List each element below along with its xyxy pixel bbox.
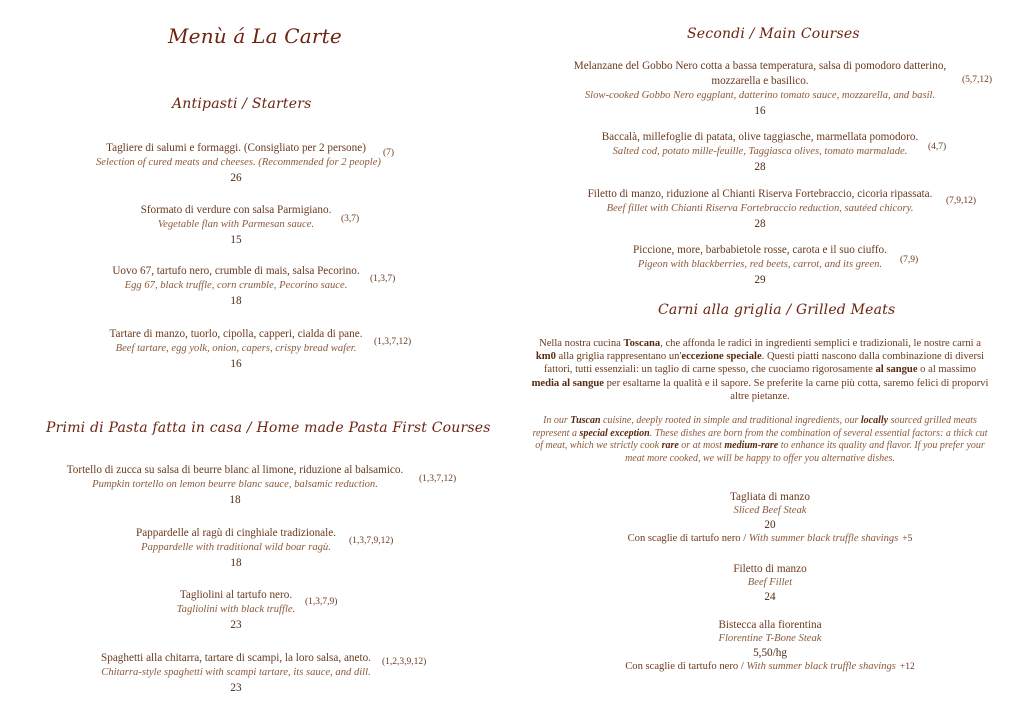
grill-item (562, 490, 978, 546)
pasta-item (86, 651, 386, 696)
main-item (542, 59, 978, 119)
dish-name: Filetto di manzo (733, 563, 807, 575)
dish-price: 28 (754, 161, 766, 173)
dish-price: 18 (230, 295, 242, 307)
grill-intro-italian: Nella nostra cucina Toscana, che affonda le radici in ingredienti semplici e tradizionali, le nostre carni a km0 alla griglia rappresentano un'eccezione speciale. Questi piatti nascono dalla combinazione di diversi fattori, tutti essenziali: un taglio di carne spesso, che cuociamo rigorosamente al sangue o al massimo media al sangue per esaltarne la qualità e il sapore. Se preferite la carne più cotta, saremo felici di proporvi altre pietanze. (531, 338, 989, 402)
dish-translation: Tagliolini with black truffle. (176, 604, 296, 615)
left-column (0, 0, 491, 724)
dish-price: 18 (229, 494, 241, 506)
dish-name: Filetto di manzo, riduzione al Chianti Riserva Fortebraccio, cicoria ripassata. (587, 188, 933, 200)
dish-price: 24 (764, 591, 776, 603)
pasta-title: Primi di Pasta fatta in casa / Home made Pasta First Courses (46, 420, 491, 436)
allergens: (7) (383, 148, 395, 158)
dish-name: Melanzane del Gobbo Nero cotta a bassa temperatura, salsa di pomodoro datterino, (573, 60, 947, 72)
dish-translation: Slow-cooked Gobbo Nero eggplant, datterino tomato sauce, mozzarella, and basil. (584, 90, 936, 101)
dish-translation: Beef fillet with Chianti Riserva Fortebraccio reduction, sautéed chicory. (606, 203, 914, 214)
allergens: (7,9,12) (946, 196, 977, 206)
dish-translation: Pumpkin tortello on lemon beurre blanc sauce, balsamic reduction. (92, 479, 378, 490)
dish-name: Baccalà, millefoglie di patata, olive taggiasche, marmellata pomodoro. (601, 131, 919, 143)
dish-translation: Chitarra-style spaghetti with scampi tartare, its sauce, and dill. (101, 667, 371, 678)
allergens: (1,3,7,9,12) (349, 536, 394, 546)
starter-item (96, 203, 376, 248)
dish-price: 16 (754, 105, 766, 117)
allergens: (1,3,7,12) (419, 474, 457, 484)
dish-name: Tartare di manzo, tuorlo, cipolla, capperi, cialda di pane. (109, 328, 363, 340)
grill-intro-english: In our Tuscan cuisine, deeply rooted in simple and traditional ingredients, our locally sourced grilled meats represent a special exception. These dishes are born from the combination of several essential factors: a thick cut of meat, which we strictly cook rare or at most medium-rare to enhance its quality and flavor. If you prefer your meat more cooked, we will be happy to offer you alternative dishes. (532, 415, 988, 464)
dish-translation: Pappardelle with traditional wild boar ragù. (141, 542, 331, 553)
extra-price: +5 (902, 534, 913, 544)
starter-item (96, 264, 376, 309)
starter-item (96, 327, 376, 372)
starter-item (96, 141, 381, 186)
dish-translation: Salted cod, potato mille-feuille, Taggiasca olives, tomato marmalade. (612, 146, 908, 157)
grill-title: Carni alla griglia / Grilled Meats (658, 302, 896, 318)
dish-name: Spaghetti alla chitarra, tartare di scampi, la loro salsa, aneto. (101, 652, 371, 664)
dish-name: Uovo 67, tartufo nero, crumble di mais, salsa Pecorino. (112, 265, 360, 277)
allergens: (1,2,3,9,12) (382, 657, 427, 667)
dish-name: Tagliolini al tartufo nero. (179, 589, 293, 601)
dish-price: 15 (230, 234, 242, 246)
dish-translation: Florentine T-Bone Steak (718, 633, 822, 644)
main-item (562, 187, 958, 232)
allergens: (3,7) (341, 214, 360, 224)
pasta-item (96, 588, 376, 633)
dish-price: 20 (764, 519, 776, 531)
pasta-item (96, 526, 376, 571)
dish-translation: Sliced Beef Steak (733, 505, 807, 516)
menu-title: Menù á La Carte (168, 24, 342, 48)
dish-price: 23 (230, 619, 242, 631)
dish-price: 26 (230, 172, 242, 184)
starters-title: Antipasti / Starters (172, 96, 312, 112)
dish-name-continued: mozzarella e basilico. (711, 75, 809, 87)
dish-name: Tagliere di salumi e formaggi. (Consigliato per 2 persone) (106, 142, 366, 154)
dish-translation: Beef Fillet (747, 577, 793, 588)
dish-price: 5,50/hg (753, 647, 787, 659)
dish-name: Tortello di zucca su salsa di beurre blanc al limone, riduzione al balsamico. (66, 464, 404, 476)
dish-price: 23 (230, 682, 242, 694)
allergens: (1,3,7,9) (305, 597, 338, 607)
truffle-extra: Con scaglie di tartufo nero / With summer black truffle shavings +5 (627, 533, 913, 544)
dish-translation: Vegetable flan with Parmesan sauce. (157, 219, 315, 230)
dish-name: Tagliata di manzo (730, 491, 810, 503)
truffle-extra: Con scaglie di tartufo nero / With summer black truffle shavings +12 (625, 661, 915, 672)
extra-price: +12 (899, 662, 915, 672)
dish-name: Bistecca alla fiorentina (718, 619, 822, 631)
dish-name: Pappardelle al ragù di cinghiale tradizionale. (135, 527, 337, 539)
dish-translation: Pigeon with blackberries, red beets, carrot, and its green. (637, 259, 883, 270)
allergens: (1,3,7) (370, 274, 396, 284)
pasta-item (60, 463, 410, 508)
dish-price: 28 (754, 218, 766, 230)
allergens: (1,3,7,12) (374, 337, 412, 347)
grill-item (562, 618, 978, 674)
dish-translation: Beef tartare, egg yolk, onion, capers, crispy bread wafer. (115, 343, 357, 354)
mains-title: Secondi / Main Courses (687, 26, 860, 42)
main-item (562, 130, 958, 175)
dish-name: Sformato di verdure con salsa Parmigiano. (140, 204, 332, 216)
right-column (522, 0, 1002, 724)
dish-price: 16 (230, 358, 242, 370)
dish-price: 18 (230, 557, 242, 569)
dish-price: 29 (754, 274, 766, 286)
allergens: (5,7,12) (962, 75, 993, 85)
main-item (582, 243, 938, 288)
grill-item (562, 562, 978, 604)
dish-name: Piccione, more, barbabietole rosse, carota e il suo ciuffo. (633, 244, 887, 256)
allergens: (7,9) (900, 255, 919, 265)
allergens: (4,7) (928, 142, 947, 152)
dish-translation: Selection of cured meats and cheeses. (Recommended for 2 people) (96, 157, 381, 168)
dish-translation: Egg 67, black truffle, corn crumble, Pecorino sauce. (124, 280, 348, 291)
